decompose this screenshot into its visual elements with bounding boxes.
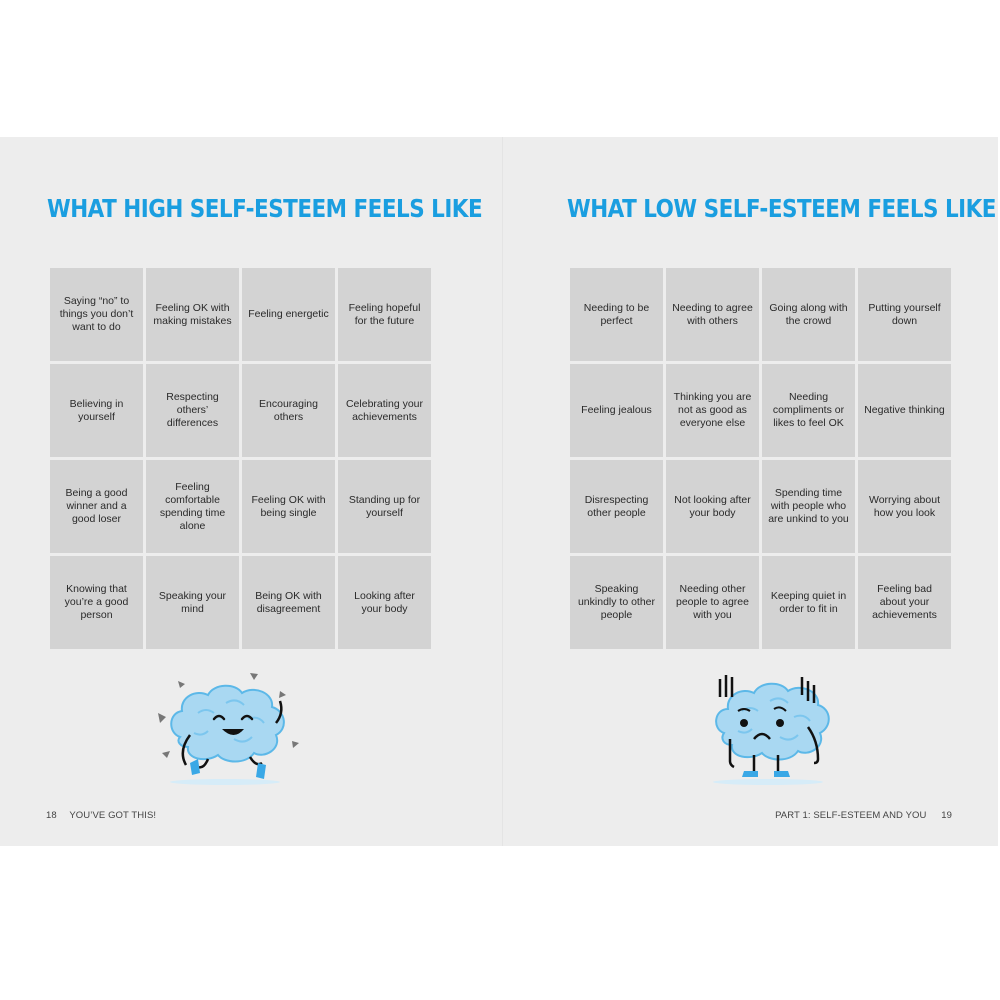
grid-cell: Putting yourself down — [858, 268, 951, 361]
grid-cell: Standing up for yourself — [338, 460, 431, 553]
grid-cell: Encouraging others — [242, 364, 335, 457]
low-self-esteem-grid — [570, 268, 951, 649]
page-title: WHAT HIGH SELF-ESTEEM FEELS LIKE — [47, 194, 483, 223]
grid-cell: Disrespecting other people — [570, 460, 663, 553]
grid-cell: Thinking you are not as good as everyone else — [666, 364, 759, 457]
grid-cell: Respecting others’ differences — [146, 364, 239, 457]
grid-cell: Feeling jealous — [570, 364, 663, 457]
grid-cell: Being OK with disagreement — [242, 556, 335, 649]
page-footer — [46, 810, 156, 821]
grid-cell: Looking after your body — [338, 556, 431, 649]
running-head: PART 1: SELF-ESTEEM AND YOU — [775, 810, 927, 821]
high-self-esteem-grid — [50, 268, 431, 649]
page-title: WHAT LOW SELF-ESTEEM FEELS LIKE — [567, 194, 996, 223]
grid-cell: Feeling energetic — [242, 268, 335, 361]
grid-cell: Feeling comfortable spending time alone — [146, 460, 239, 553]
page-footer — [775, 810, 952, 821]
grid-cell: Believing in yourself — [50, 364, 143, 457]
book-spread — [0, 137, 998, 846]
grid-cell: Needing other people to agree with you — [666, 556, 759, 649]
grid-cell: Not looking after your body — [666, 460, 759, 553]
grid-cell: Spending time with people who are unkind to you — [762, 460, 855, 553]
grid-cell: Needing to agree with others — [666, 268, 759, 361]
grid-cell: Feeling hopeful for the future — [338, 268, 431, 361]
happy-brain-icon — [150, 667, 310, 792]
grid-cell: Speaking your mind — [146, 556, 239, 649]
grid-cell: Needing to be perfect — [570, 268, 663, 361]
grid-cell: Knowing that you’re a good person — [50, 556, 143, 649]
grid-cell: Saying “no” to things you don’t want to do — [50, 268, 143, 361]
running-head: YOU’VE GOT THIS! — [69, 810, 157, 821]
right-page — [503, 137, 998, 846]
sad-brain-icon — [698, 667, 838, 792]
grid-cell: Celebrating your achievements — [338, 364, 431, 457]
grid-cell: Needing compliments or likes to feel OK — [762, 364, 855, 457]
grid-cell: Feeling OK with being single — [242, 460, 335, 553]
grid-cell: Being a good winner and a good loser — [50, 460, 143, 553]
grid-cell: Keeping quiet in order to fit in — [762, 556, 855, 649]
grid-cell: Worrying about how you look — [858, 460, 951, 553]
grid-cell: Going along with the crowd — [762, 268, 855, 361]
page-number: 18 — [46, 810, 57, 821]
grid-cell: Feeling bad about your achievements — [858, 556, 951, 649]
grid-cell: Speaking unkindly to other people — [570, 556, 663, 649]
left-page — [0, 137, 503, 846]
grid-cell: Negative thinking — [858, 364, 951, 457]
page-number: 19 — [941, 810, 952, 821]
grid-cell: Feeling OK with making mistakes — [146, 268, 239, 361]
